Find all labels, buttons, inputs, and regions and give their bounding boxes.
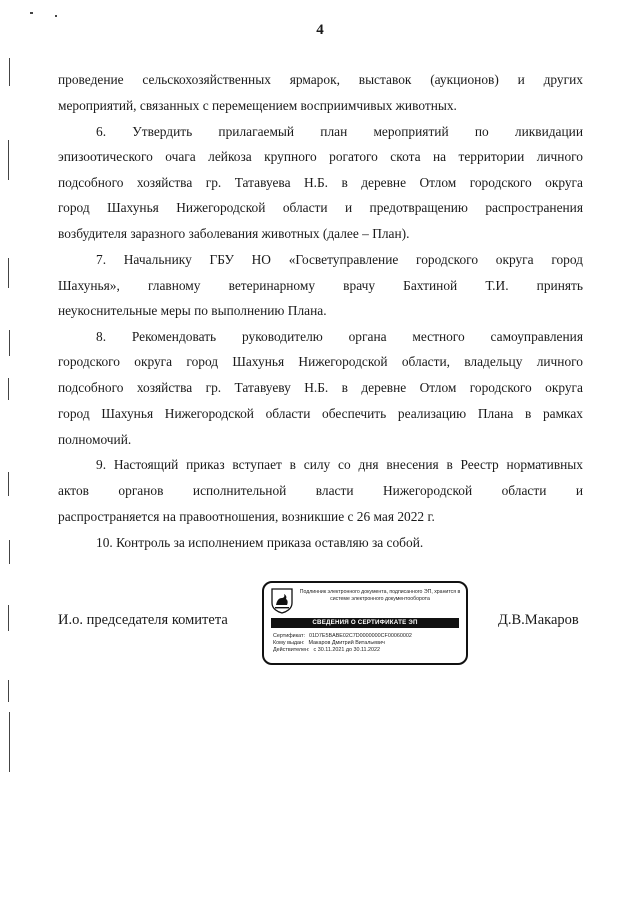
text-line: город Шахунья Нижегородской области и предотвращению распространения: [58, 200, 583, 215]
text-line: городского округа город Шахунья Нижегородской области, владельцу личного: [58, 354, 583, 369]
text-line: распространяется на правоотношения, возникшие с 26 мая 2022 г.: [58, 509, 435, 524]
signer-title: И.о. председателя комитета: [58, 612, 228, 628]
text-line: подсобного хозяйства гр. Татавуева Н.Б. в деревне Отлом городского округа: [58, 175, 583, 190]
scan-mark: [8, 605, 9, 631]
scan-mark: [9, 330, 10, 356]
text-line: Шахунья», главному ветеринарному врачу Бахтиной Т.И. принять: [58, 278, 583, 293]
text-line: подсобного хозяйства гр. Татавуеву Н.Б. в деревне Отлом городского округа: [58, 380, 583, 395]
scan-mark: [9, 540, 10, 564]
certificate-field: [273, 633, 412, 640]
scan-mark: [9, 712, 10, 772]
text-line: 9. Настоящий приказ вступает в силу со дня внесения в Реестр нормативных: [96, 457, 583, 472]
text-line: полномочий.: [58, 432, 132, 447]
issued-to-label: Кому выдан:: [273, 640, 305, 646]
valid-value: с 30.11.2021 до 30.11.2022: [313, 647, 381, 653]
scan-mark: [30, 12, 33, 14]
scan-mark: [8, 378, 9, 400]
text-line: актов органов исполнительной власти Нижегородской области и: [58, 483, 583, 498]
e-signature-stamp: [262, 581, 468, 665]
scan-mark: [8, 680, 9, 702]
scan-mark: [8, 258, 9, 288]
text-line: 6. Утвердить прилагаемый план мероприятий по ликвидации: [96, 124, 583, 139]
valid-label: Действителен:: [273, 647, 310, 653]
certificate-label: Сертификат:: [273, 633, 306, 639]
page-number: 4: [316, 22, 324, 38]
scan-mark: [9, 58, 10, 86]
scan-mark: [8, 472, 9, 496]
text-line: 10. Контроль за исполнением приказа оставляю за собой.: [96, 535, 424, 550]
valid-field: [273, 647, 380, 654]
text-line: эпизоотического очага лейкоза крупного рогатого скота на территории личного: [58, 149, 583, 164]
stamp-header: СВЕДЕНИЯ О СЕРТИФИКАТЕ ЭП: [271, 618, 459, 628]
signer-name: Д.В.Макаров: [498, 612, 579, 628]
coat-of-arms-icon: [271, 588, 293, 614]
scan-mark: [8, 140, 9, 180]
scan-mark: [55, 15, 57, 17]
issued-to-field: [273, 640, 385, 647]
text-line: город Шахунья Нижегородской области обеспечить реализацию Плана в рамках: [58, 406, 583, 421]
issued-to-value: Макаров Дмитрий Витальевич: [308, 640, 385, 646]
text-line: неукоснительные меры по выполнению Плана.: [58, 303, 327, 318]
text-line: 7. Начальнику ГБУ НО «Госветуправление городского округа город: [96, 252, 583, 267]
text-line: мероприятий, связанных с перемещением восприимчивых животных.: [58, 98, 457, 113]
text-line: 8. Рекомендовать руководителю органа местного самоуправления: [96, 329, 583, 344]
certificate-value: 01D7E5BABE02C7D0000000CF00060002: [309, 633, 412, 639]
text-line: проведение сельскохозяйственных ярмарок, выставок (аукционов) и других: [58, 72, 583, 87]
stamp-notice: Подлинник электронного документа, подписанного ЭП, хранится в системе электронного документооборота: [299, 589, 461, 602]
text-line: возбудителя заразного заболевания животных (далее – План).: [58, 226, 410, 241]
